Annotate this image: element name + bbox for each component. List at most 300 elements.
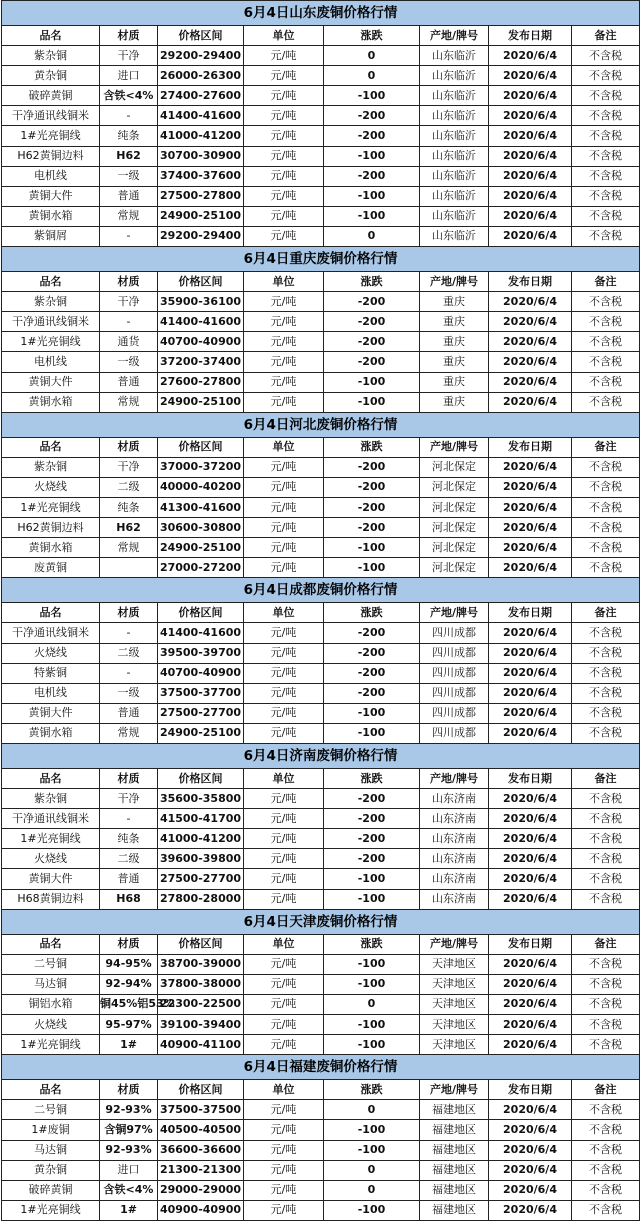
table-row — [2, 683, 640, 703]
column-header-material: 材质 — [100, 934, 158, 954]
column-header-origin: 产地/牌号 — [420, 26, 489, 46]
cell-note: 不含税 — [572, 1180, 640, 1200]
cell-origin: 四川成都 — [420, 703, 489, 723]
header-row — [2, 437, 640, 457]
column-header-material: 材质 — [100, 437, 158, 457]
cell-name: 废黄铜 — [2, 558, 100, 578]
cell-material: H68 — [100, 889, 158, 909]
cell-change: -200 — [324, 789, 420, 809]
cell-price-range: 41400-41600 — [158, 312, 244, 332]
table-row — [2, 663, 640, 683]
cell-note: 不含税 — [572, 663, 640, 683]
cell-note: 不含税 — [572, 457, 640, 477]
cell-price-range: 24900-25100 — [158, 723, 244, 743]
cell-note: 不含税 — [572, 623, 640, 643]
cell-origin: 重庆 — [420, 352, 489, 372]
cell-price-range: 30700-30900 — [158, 146, 244, 166]
column-header-origin: 产地/牌号 — [420, 1080, 489, 1100]
table-row — [2, 623, 640, 643]
cell-name: 电机线 — [2, 352, 100, 372]
cell-price-range: 27500-27700 — [158, 869, 244, 889]
column-header-unit: 单位 — [244, 26, 324, 46]
cell-date: 2020/6/4 — [489, 146, 572, 166]
cell-note: 不含税 — [572, 106, 640, 126]
column-header-price-range: 价格区间 — [158, 769, 244, 789]
table-row — [2, 789, 640, 809]
cell-unit: 元/吨 — [244, 643, 324, 663]
column-header-origin: 产地/牌号 — [420, 603, 489, 623]
cell-origin: 山东临沂 — [420, 106, 489, 126]
column-header-change: 涨跌 — [324, 272, 420, 292]
cell-date: 2020/6/4 — [489, 106, 572, 126]
cell-price-range: 22300-22500 — [158, 994, 244, 1014]
cell-change: -200 — [324, 849, 420, 869]
cell-unit: 元/吨 — [244, 1120, 324, 1140]
cell-unit: 元/吨 — [244, 518, 324, 538]
column-header-change: 涨跌 — [324, 1080, 420, 1100]
cell-origin: 重庆 — [420, 292, 489, 312]
cell-change: 0 — [324, 1180, 420, 1200]
header-row — [2, 769, 640, 789]
cell-change: -100 — [324, 1035, 420, 1055]
cell-change: -100 — [324, 186, 420, 206]
cell-origin: 福建地区 — [420, 1140, 489, 1160]
cell-name: 破碎黄铜 — [2, 86, 100, 106]
cell-note: 不含税 — [572, 849, 640, 869]
section-title: 6月4日成都废铜价格行情 — [2, 578, 640, 603]
cell-change: -200 — [324, 623, 420, 643]
cell-material: - — [100, 663, 158, 683]
cell-origin: 山东济南 — [420, 849, 489, 869]
section-title: 6月4日福建废铜价格行情 — [2, 1055, 640, 1080]
cell-note: 不含税 — [572, 789, 640, 809]
cell-change: -200 — [324, 829, 420, 849]
cell-note: 不含税 — [572, 1120, 640, 1140]
section-title-row — [2, 412, 640, 437]
cell-note: 不含税 — [572, 1160, 640, 1180]
column-header-date: 发布日期 — [489, 26, 572, 46]
cell-origin: 河北保定 — [420, 518, 489, 538]
cell-date: 2020/6/4 — [489, 723, 572, 743]
column-header-note: 备注 — [572, 272, 640, 292]
cell-material: 普通 — [100, 869, 158, 889]
cell-material: 纯条 — [100, 126, 158, 146]
table-row — [2, 703, 640, 723]
cell-note: 不含税 — [572, 1100, 640, 1120]
cell-note: 不含税 — [572, 166, 640, 186]
cell-material: 92-93% — [100, 1100, 158, 1120]
cell-unit: 元/吨 — [244, 226, 324, 246]
cell-date: 2020/6/4 — [489, 518, 572, 538]
column-header-price-range: 价格区间 — [158, 1080, 244, 1100]
cell-date: 2020/6/4 — [489, 558, 572, 578]
cell-change: -100 — [324, 723, 420, 743]
cell-origin: 福建地区 — [420, 1160, 489, 1180]
table-row — [2, 849, 640, 869]
cell-material: H62 — [100, 146, 158, 166]
cell-unit: 元/吨 — [244, 1015, 324, 1035]
cell-note: 不含税 — [572, 683, 640, 703]
cell-material: 含铁<4% — [100, 86, 158, 106]
cell-material: 铜45%铝53% — [100, 994, 158, 1014]
cell-origin: 山东济南 — [420, 809, 489, 829]
cell-unit: 元/吨 — [244, 1100, 324, 1120]
header-row — [2, 26, 640, 46]
cell-change: -200 — [324, 477, 420, 497]
cell-date: 2020/6/4 — [489, 352, 572, 372]
table-row — [2, 392, 640, 412]
cell-name: 黄铜大件 — [2, 869, 100, 889]
cell-note: 不含税 — [572, 994, 640, 1014]
cell-price-range: 29200-29400 — [158, 226, 244, 246]
cell-note: 不含税 — [572, 226, 640, 246]
cell-name: H62黄铜边料 — [2, 146, 100, 166]
cell-origin: 福建地区 — [420, 1120, 489, 1140]
cell-name: 电机线 — [2, 683, 100, 703]
cell-origin: 福建地区 — [420, 1180, 489, 1200]
cell-unit: 元/吨 — [244, 66, 324, 86]
cell-origin: 重庆 — [420, 332, 489, 352]
cell-material: 干净 — [100, 457, 158, 477]
column-header-note: 备注 — [572, 26, 640, 46]
cell-material: 1# — [100, 1200, 158, 1220]
cell-date: 2020/6/4 — [489, 292, 572, 312]
column-header-price-range: 价格区间 — [158, 272, 244, 292]
cell-price-range: 37000-37200 — [158, 457, 244, 477]
cell-note: 不含税 — [572, 206, 640, 226]
cell-note: 不含税 — [572, 312, 640, 332]
table-row — [2, 538, 640, 558]
cell-unit: 元/吨 — [244, 312, 324, 332]
cell-name: 黄杂铜 — [2, 66, 100, 86]
cell-date: 2020/6/4 — [489, 206, 572, 226]
cell-material: 进口 — [100, 66, 158, 86]
column-header-note: 备注 — [572, 1080, 640, 1100]
cell-origin: 山东临沂 — [420, 206, 489, 226]
cell-change: -200 — [324, 809, 420, 829]
cell-change: -100 — [324, 703, 420, 723]
column-header-name: 品名 — [2, 603, 100, 623]
table-row — [2, 332, 640, 352]
table-row — [2, 1035, 640, 1055]
cell-date: 2020/6/4 — [489, 538, 572, 558]
column-header-material: 材质 — [100, 769, 158, 789]
cell-origin: 山东临沂 — [420, 146, 489, 166]
table-row — [2, 66, 640, 86]
cell-price-range: 27000-27200 — [158, 558, 244, 578]
cell-change: -100 — [324, 889, 420, 909]
cell-origin: 四川成都 — [420, 723, 489, 743]
cell-material: 进口 — [100, 1160, 158, 1180]
cell-date: 2020/6/4 — [489, 126, 572, 146]
cell-origin: 山东济南 — [420, 789, 489, 809]
table-row — [2, 974, 640, 994]
cell-note: 不含税 — [572, 1015, 640, 1035]
column-header-date: 发布日期 — [489, 437, 572, 457]
table-row — [2, 477, 640, 497]
table-row — [2, 869, 640, 889]
cell-price-range: 21300-21300 — [158, 1160, 244, 1180]
table-row — [2, 1015, 640, 1035]
cell-price-range: 40700-40900 — [158, 663, 244, 683]
cell-note: 不含税 — [572, 86, 640, 106]
cell-note: 不含税 — [572, 332, 640, 352]
column-header-date: 发布日期 — [489, 272, 572, 292]
cell-price-range: 27400-27600 — [158, 86, 244, 106]
cell-change: 0 — [324, 994, 420, 1014]
cell-note: 不含税 — [572, 538, 640, 558]
cell-price-range: 40900-40900 — [158, 1200, 244, 1220]
cell-price-range: 37500-37500 — [158, 1100, 244, 1120]
cell-material: 一级 — [100, 683, 158, 703]
cell-change: -200 — [324, 312, 420, 332]
cell-origin: 山东济南 — [420, 889, 489, 909]
cell-origin: 河北保定 — [420, 538, 489, 558]
cell-date: 2020/6/4 — [489, 226, 572, 246]
table-row — [2, 954, 640, 974]
cell-price-range: 37500-37700 — [158, 683, 244, 703]
cell-change: -100 — [324, 372, 420, 392]
cell-date: 2020/6/4 — [489, 954, 572, 974]
column-header-unit: 单位 — [244, 769, 324, 789]
cell-name: 1#光亮铜线 — [2, 126, 100, 146]
cell-change: -100 — [324, 954, 420, 974]
column-header-material: 材质 — [100, 26, 158, 46]
table-row — [2, 1180, 640, 1200]
cell-price-range: 27600-27800 — [158, 372, 244, 392]
cell-date: 2020/6/4 — [489, 86, 572, 106]
cell-change: -200 — [324, 518, 420, 538]
column-header-note: 备注 — [572, 437, 640, 457]
cell-material: 95-97% — [100, 1015, 158, 1035]
cell-material: 纯条 — [100, 497, 158, 517]
cell-date: 2020/6/4 — [489, 372, 572, 392]
column-header-origin: 产地/牌号 — [420, 437, 489, 457]
column-header-note: 备注 — [572, 769, 640, 789]
cell-date: 2020/6/4 — [489, 46, 572, 66]
cell-date: 2020/6/4 — [489, 889, 572, 909]
cell-origin: 四川成都 — [420, 683, 489, 703]
cell-date: 2020/6/4 — [489, 994, 572, 1014]
cell-name: 破碎黄铜 — [2, 1180, 100, 1200]
cell-name: 1#光亮铜线 — [2, 1035, 100, 1055]
column-header-name: 品名 — [2, 272, 100, 292]
cell-date: 2020/6/4 — [489, 703, 572, 723]
cell-material: 普通 — [100, 186, 158, 206]
cell-origin: 天津地区 — [420, 974, 489, 994]
table-row — [2, 1120, 640, 1140]
section-title-row — [2, 744, 640, 769]
header-row — [2, 1080, 640, 1100]
cell-name: 二号铜 — [2, 1100, 100, 1120]
cell-origin: 重庆 — [420, 392, 489, 412]
cell-price-range: 39500-39700 — [158, 643, 244, 663]
cell-origin: 山东临沂 — [420, 66, 489, 86]
cell-unit: 元/吨 — [244, 372, 324, 392]
cell-unit: 元/吨 — [244, 1180, 324, 1200]
cell-note: 不含税 — [572, 974, 640, 994]
cell-name: 铜铝水箱 — [2, 994, 100, 1014]
cell-material: - — [100, 226, 158, 246]
cell-note: 不含税 — [572, 1140, 640, 1160]
cell-unit: 元/吨 — [244, 186, 324, 206]
cell-origin: 福建地区 — [420, 1100, 489, 1120]
cell-material: H62 — [100, 518, 158, 538]
section-title-row — [2, 578, 640, 603]
cell-change: -100 — [324, 974, 420, 994]
cell-unit: 元/吨 — [244, 1140, 324, 1160]
cell-change: -100 — [324, 558, 420, 578]
cell-unit: 元/吨 — [244, 477, 324, 497]
cell-note: 不含税 — [572, 392, 640, 412]
column-header-date: 发布日期 — [489, 603, 572, 623]
column-header-material: 材质 — [100, 272, 158, 292]
cell-material: 普通 — [100, 372, 158, 392]
column-header-name: 品名 — [2, 1080, 100, 1100]
table-row — [2, 723, 640, 743]
cell-unit: 元/吨 — [244, 558, 324, 578]
cell-unit: 元/吨 — [244, 703, 324, 723]
cell-note: 不含税 — [572, 703, 640, 723]
cell-price-range: 37800-38000 — [158, 974, 244, 994]
header-row — [2, 272, 640, 292]
cell-material: 干净 — [100, 46, 158, 66]
cell-change: 0 — [324, 1100, 420, 1120]
cell-unit: 元/吨 — [244, 46, 324, 66]
column-header-unit: 单位 — [244, 437, 324, 457]
cell-note: 不含税 — [572, 352, 640, 372]
cell-material: 常规 — [100, 723, 158, 743]
cell-note: 不含税 — [572, 1035, 640, 1055]
cell-date: 2020/6/4 — [489, 497, 572, 517]
section-title-row — [2, 1, 640, 26]
table-row — [2, 86, 640, 106]
cell-date: 2020/6/4 — [489, 829, 572, 849]
table-row — [2, 166, 640, 186]
cell-price-range: 40700-40900 — [158, 332, 244, 352]
cell-material — [100, 558, 158, 578]
cell-origin: 河北保定 — [420, 457, 489, 477]
cell-unit: 元/吨 — [244, 1035, 324, 1055]
table-row — [2, 106, 640, 126]
cell-origin: 天津地区 — [420, 954, 489, 974]
table-row — [2, 1100, 640, 1120]
table-row — [2, 1140, 640, 1160]
table-row — [2, 558, 640, 578]
cell-name: 紫杂铜 — [2, 292, 100, 312]
cell-note: 不含税 — [572, 66, 640, 86]
column-header-material: 材质 — [100, 1080, 158, 1100]
section-title: 6月4日天津废铜价格行情 — [2, 909, 640, 934]
cell-unit: 元/吨 — [244, 683, 324, 703]
column-header-price-range: 价格区间 — [158, 603, 244, 623]
cell-date: 2020/6/4 — [489, 974, 572, 994]
cell-date: 2020/6/4 — [489, 809, 572, 829]
cell-unit: 元/吨 — [244, 106, 324, 126]
cell-change: -100 — [324, 86, 420, 106]
cell-date: 2020/6/4 — [489, 66, 572, 86]
cell-date: 2020/6/4 — [489, 849, 572, 869]
cell-name: 紫杂铜 — [2, 46, 100, 66]
cell-origin: 天津地区 — [420, 994, 489, 1014]
cell-origin: 山东临沂 — [420, 166, 489, 186]
cell-unit: 元/吨 — [244, 146, 324, 166]
cell-unit: 元/吨 — [244, 623, 324, 643]
cell-unit: 元/吨 — [244, 497, 324, 517]
cell-change: 0 — [324, 66, 420, 86]
column-header-name: 品名 — [2, 437, 100, 457]
column-header-name: 品名 — [2, 26, 100, 46]
column-header-unit: 单位 — [244, 603, 324, 623]
cell-name: 干净通讯线铜米 — [2, 809, 100, 829]
cell-material: - — [100, 312, 158, 332]
cell-price-range: 36600-36600 — [158, 1140, 244, 1160]
cell-origin: 河北保定 — [420, 558, 489, 578]
column-header-change: 涨跌 — [324, 769, 420, 789]
column-header-unit: 单位 — [244, 1080, 324, 1100]
cell-name: 电机线 — [2, 166, 100, 186]
section-title-row — [2, 1055, 640, 1080]
table-row — [2, 518, 640, 538]
cell-name: 1#光亮铜线 — [2, 497, 100, 517]
cell-date: 2020/6/4 — [489, 1180, 572, 1200]
cell-unit: 元/吨 — [244, 86, 324, 106]
cell-origin: 河北保定 — [420, 477, 489, 497]
cell-material: 普通 — [100, 703, 158, 723]
cell-unit: 元/吨 — [244, 974, 324, 994]
cell-unit: 元/吨 — [244, 723, 324, 743]
cell-date: 2020/6/4 — [489, 1200, 572, 1220]
cell-price-range: 35900-36100 — [158, 292, 244, 312]
table-row — [2, 206, 640, 226]
cell-change: -100 — [324, 392, 420, 412]
cell-unit: 元/吨 — [244, 1200, 324, 1220]
cell-price-range: 24900-25100 — [158, 538, 244, 558]
column-header-change: 涨跌 — [324, 934, 420, 954]
cell-note: 不含税 — [572, 518, 640, 538]
cell-unit: 元/吨 — [244, 457, 324, 477]
column-header-note: 备注 — [572, 934, 640, 954]
cell-name: 干净通讯线铜米 — [2, 106, 100, 126]
table-row — [2, 352, 640, 372]
section-title: 6月4日山东废铜价格行情 — [2, 1, 640, 26]
cell-material: 二级 — [100, 477, 158, 497]
table-row — [2, 889, 640, 909]
cell-date: 2020/6/4 — [489, 477, 572, 497]
cell-date: 2020/6/4 — [489, 1160, 572, 1180]
cell-price-range: 40500-40500 — [158, 1120, 244, 1140]
cell-price-range: 29000-29000 — [158, 1180, 244, 1200]
cell-origin: 山东临沂 — [420, 46, 489, 66]
cell-material: 常规 — [100, 538, 158, 558]
column-header-origin: 产地/牌号 — [420, 769, 489, 789]
cell-origin: 四川成都 — [420, 663, 489, 683]
cell-note: 不含税 — [572, 954, 640, 974]
cell-price-range: 27500-27700 — [158, 703, 244, 723]
section-title: 6月4日重庆废铜价格行情 — [2, 247, 640, 272]
table-row — [2, 457, 640, 477]
section-title-row — [2, 909, 640, 934]
table-row — [2, 643, 640, 663]
cell-unit: 元/吨 — [244, 789, 324, 809]
cell-date: 2020/6/4 — [489, 1140, 572, 1160]
cell-price-range: 41500-41700 — [158, 809, 244, 829]
cell-name: 火烧线 — [2, 1015, 100, 1035]
cell-unit: 元/吨 — [244, 292, 324, 312]
cell-name: 黄铜水箱 — [2, 723, 100, 743]
cell-note: 不含税 — [572, 146, 640, 166]
cell-unit: 元/吨 — [244, 166, 324, 186]
